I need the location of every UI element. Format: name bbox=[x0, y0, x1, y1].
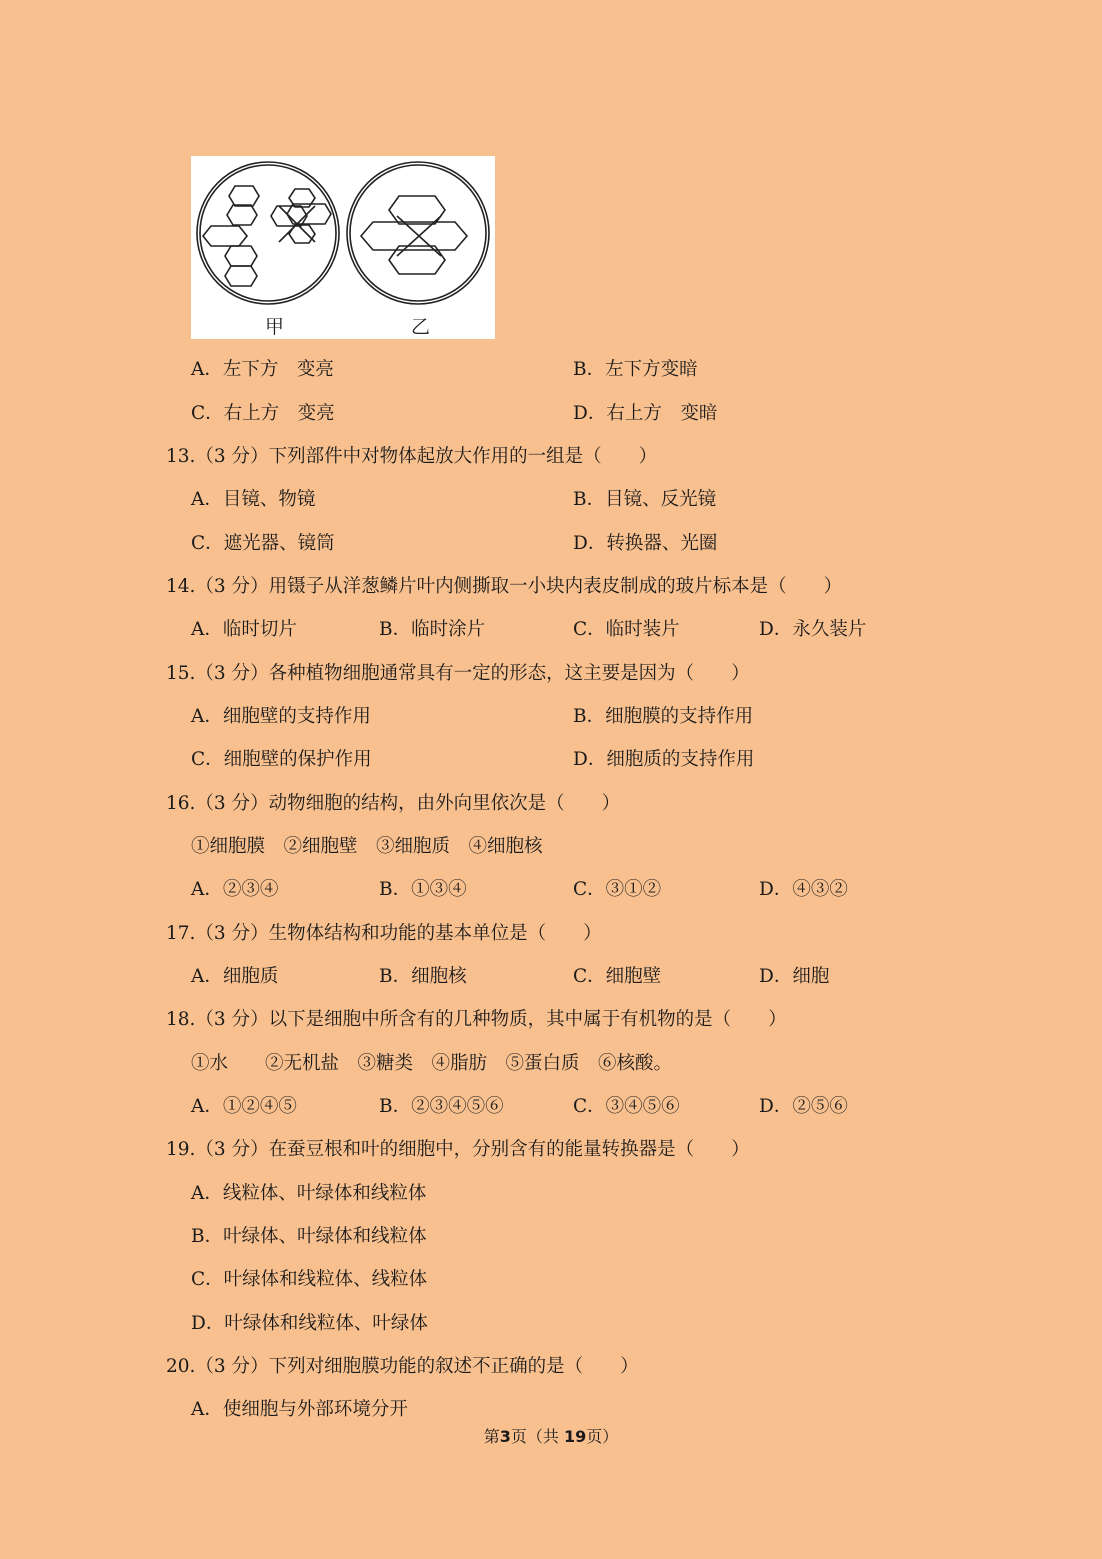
q14-stem: 14.（3 分）用镊子从洋葱鳞片叶内侧撕取一小块内表皮制成的玻片标本是（ ） bbox=[166, 576, 843, 597]
q15-option-c[interactable]: C．细胞壁的保护作用 bbox=[191, 749, 372, 770]
page-total: 19 bbox=[563, 1427, 587, 1446]
figure-label-jia: 甲 bbox=[265, 316, 285, 338]
q13-option-a[interactable]: A．目镜、物镜 bbox=[191, 489, 316, 510]
q19-option-b[interactable]: B．叶绿体、叶绿体和线粒体 bbox=[191, 1226, 427, 1247]
q17-option-b[interactable]: B．细胞核 bbox=[379, 966, 467, 987]
q20-option-a[interactable]: A．使细胞与外部环境分开 bbox=[191, 1399, 408, 1420]
q18-items: ①水 ②无机盐 ③糖类 ④脂肪 ⑤蛋白质 ⑥核酸。 bbox=[191, 1053, 673, 1074]
q12-option-a[interactable]: A．左下方 变亮 bbox=[191, 359, 334, 380]
view-yi-circle bbox=[347, 162, 489, 304]
q16-items: ①细胞膜 ②细胞壁 ③细胞质 ④细胞核 bbox=[191, 836, 543, 857]
q14-option-c[interactable]: C．临时装片 bbox=[573, 619, 680, 640]
q13-stem: 13.（3 分）下列部件中对物体起放大作用的一组是（ ） bbox=[166, 446, 658, 467]
q15-option-b[interactable]: B．细胞膜的支持作用 bbox=[573, 706, 754, 727]
q19-option-d[interactable]: D．叶绿体和线粒体、叶绿体 bbox=[191, 1313, 428, 1334]
q19-option-c[interactable]: C．叶绿体和线粒体、线粒体 bbox=[191, 1269, 428, 1290]
q17-option-a[interactable]: A．细胞质 bbox=[191, 966, 279, 987]
q12-option-d[interactable]: D．右上方 变暗 bbox=[573, 403, 718, 424]
q18-option-c[interactable]: C．③④⑤⑥ bbox=[573, 1096, 680, 1117]
page-number: 3 bbox=[499, 1427, 511, 1446]
q17-option-d[interactable]: D．细胞 bbox=[759, 966, 830, 987]
q20-stem: 20.（3 分）下列对细胞膜功能的叙述不正确的是（ ） bbox=[166, 1356, 639, 1377]
microscope-figure bbox=[191, 156, 495, 339]
q13-option-c[interactable]: C．遮光器、镜筒 bbox=[191, 533, 335, 554]
q18-option-d[interactable]: D．②⑤⑥ bbox=[759, 1096, 848, 1117]
q16-stem: 16.（3 分）动物细胞的结构，由外向里依次是（ ） bbox=[166, 793, 621, 814]
q14-option-a[interactable]: A．临时切片 bbox=[191, 619, 297, 640]
q16-option-c[interactable]: C．③①② bbox=[573, 879, 662, 900]
q12-option-c[interactable]: C．右上方 变亮 bbox=[191, 403, 335, 424]
q17-stem: 17.（3 分）生物体结构和功能的基本单位是（ ） bbox=[166, 923, 602, 944]
q18-option-b[interactable]: B．②③④⑤⑥ bbox=[379, 1096, 504, 1117]
q16-option-a[interactable]: A．②③④ bbox=[191, 879, 279, 900]
q14-option-b[interactable]: B．临时涂片 bbox=[379, 619, 486, 640]
view-jia-circle bbox=[197, 162, 339, 304]
page-footer: 第3页（共 19页） bbox=[483, 1427, 619, 1446]
q14-option-d[interactable]: D．永久装片 bbox=[759, 619, 867, 640]
q15-option-d[interactable]: D．细胞质的支持作用 bbox=[573, 749, 755, 770]
q17-option-c[interactable]: C．细胞壁 bbox=[573, 966, 662, 987]
q16-option-b[interactable]: B．①③④ bbox=[379, 879, 467, 900]
figure-label-yi: 乙 bbox=[411, 316, 431, 338]
q12-option-b[interactable]: B．左下方变暗 bbox=[573, 359, 698, 380]
q18-stem: 18.（3 分）以下是细胞中所含有的几种物质，其中属于有机物的是（ ） bbox=[166, 1009, 787, 1030]
q19-stem: 19.（3 分）在蚕豆根和叶的细胞中，分别含有的能量转换器是（ ） bbox=[166, 1139, 750, 1160]
q19-option-a[interactable]: A．线粒体、叶绿体和线粒体 bbox=[191, 1183, 427, 1204]
microscope-views-diagram bbox=[191, 156, 495, 339]
q13-option-b[interactable]: B．目镜、反光镜 bbox=[573, 489, 717, 510]
q15-stem: 15.（3 分）各种植物细胞通常具有一定的形态，这主要是因为（ ） bbox=[166, 663, 750, 684]
q15-option-a[interactable]: A．细胞壁的支持作用 bbox=[191, 706, 371, 727]
q16-option-d[interactable]: D．④③② bbox=[759, 879, 848, 900]
q18-option-a[interactable]: A．①②④⑤ bbox=[191, 1096, 297, 1117]
q13-option-d[interactable]: D．转换器、光圈 bbox=[573, 533, 718, 554]
